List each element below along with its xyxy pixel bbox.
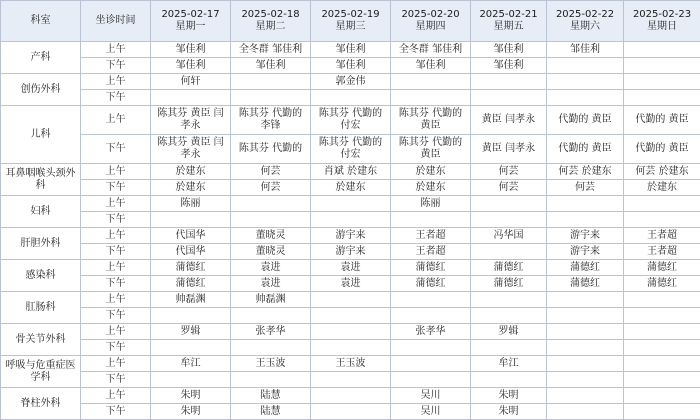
day-date: 2025-02-22 [547, 9, 623, 21]
day-date: 2025-02-23 [624, 9, 700, 21]
doctor-cell [547, 90, 624, 106]
doctor-cell: 何芸 [471, 180, 547, 196]
doctor-cell: 王者超 [624, 228, 700, 244]
doctor-cell [311, 90, 391, 106]
day-column-header [231, 1, 311, 42]
doctor-cell [151, 90, 231, 106]
day-column-header [471, 1, 547, 42]
doctor-cell [311, 404, 391, 420]
doctor-cell [624, 372, 700, 388]
session-period: 下午 [81, 276, 151, 292]
doctor-cell: 蒲德红 [151, 260, 231, 276]
doctor-cell [311, 388, 391, 404]
doctor-cell [311, 196, 391, 212]
doctor-cell [311, 212, 391, 228]
doctor-cell: 朱明 [471, 404, 547, 420]
day-weekday: 星期日 [624, 21, 700, 33]
doctor-cell [471, 212, 547, 228]
table-row [1, 324, 700, 340]
session-period: 上午 [81, 164, 151, 180]
doctor-cell [391, 340, 471, 356]
doctor-cell: 游宇来 [547, 244, 624, 260]
table-row [1, 276, 700, 292]
doctor-cell [471, 244, 547, 260]
doctor-cell: 游宇来 [547, 228, 624, 244]
session-period: 上午 [81, 74, 151, 90]
doctor-cell: 邹佳利 [311, 58, 391, 74]
doctor-cell [624, 74, 700, 90]
doctor-cell: 朱明 [151, 404, 231, 420]
doctor-cell [547, 308, 624, 324]
department-name: 呼吸与危重症医学科 [1, 356, 81, 388]
doctor-cell: 於建东 [151, 180, 231, 196]
day-weekday: 星期三 [311, 21, 390, 33]
department-name: 妇科 [1, 196, 81, 228]
doctor-cell [231, 212, 311, 228]
table-row [1, 180, 700, 196]
doctor-cell [547, 404, 624, 420]
doctor-cell: 王者超 [624, 244, 700, 260]
session-period: 下午 [81, 372, 151, 388]
doctor-cell [151, 212, 231, 228]
doctor-cell: 陈其芬 代勤的 [231, 135, 311, 164]
day-column-header [547, 1, 624, 42]
doctor-cell: 何芸 [231, 180, 311, 196]
doctor-cell: 代勤的 黄臣 [547, 135, 624, 164]
day-weekday: 星期六 [547, 21, 623, 33]
doctor-cell: 邹佳利 [547, 42, 624, 58]
department-name: 感染科 [1, 260, 81, 292]
day-weekday: 星期五 [471, 21, 546, 33]
day-weekday: 星期一 [151, 21, 230, 33]
table-row [1, 356, 700, 372]
doctor-cell [624, 324, 700, 340]
doctor-cell: 代国华 [151, 228, 231, 244]
doctor-cell [624, 388, 700, 404]
doctor-cell [547, 292, 624, 308]
doctor-cell [471, 308, 547, 324]
doctor-cell: 罗辑 [471, 324, 547, 340]
table-row [1, 404, 700, 420]
doctor-cell: 代勤的 黄臣 [624, 106, 700, 135]
doctor-cell [624, 292, 700, 308]
doctor-cell: 冯华国 [471, 228, 547, 244]
table-row [1, 135, 700, 164]
doctor-cell: 於建东 [624, 180, 700, 196]
doctor-cell [391, 212, 471, 228]
doctor-cell: 陆慧 [231, 404, 311, 420]
day-date: 2025-02-18 [231, 9, 310, 21]
table-row [1, 228, 700, 244]
doctor-cell [547, 356, 624, 372]
doctor-cell: 何芸 [547, 180, 624, 196]
doctor-cell: 陈其芬 黄臣 闫孝永 [151, 135, 231, 164]
doctor-cell: 牟江 [471, 356, 547, 372]
doctor-cell [231, 340, 311, 356]
day-date: 2025-02-17 [151, 9, 230, 21]
doctor-cell [547, 388, 624, 404]
session-period: 下午 [81, 340, 151, 356]
doctor-cell [471, 74, 547, 90]
department-name: 肝胆外科 [1, 228, 81, 260]
doctor-cell [311, 292, 391, 308]
doctor-cell [311, 340, 391, 356]
doctor-cell: 何轩 [151, 74, 231, 90]
doctor-cell: 蒲德红 [471, 276, 547, 292]
doctor-cell [391, 356, 471, 372]
department-name: 骨关节外科 [1, 324, 81, 356]
doctor-cell: 袁进 [311, 276, 391, 292]
doctor-cell: 陈其芬 代勤的 黄臣 [391, 106, 471, 135]
day-column-header [311, 1, 391, 42]
day-column-header [151, 1, 231, 42]
doctor-cell: 蒲德红 [547, 260, 624, 276]
department-name: 耳鼻咽喉头颈外科 [1, 164, 81, 196]
doctor-cell: 陈其芬 代勤的 付宏 [311, 106, 391, 135]
doctor-cell: 何芸 於建东 [547, 164, 624, 180]
doctor-cell [471, 292, 547, 308]
doctor-cell: 张孝华 [391, 324, 471, 340]
table-row [1, 388, 700, 404]
doctor-cell [547, 212, 624, 228]
doctor-cell [391, 292, 471, 308]
day-weekday: 星期二 [231, 21, 310, 33]
table-row [1, 340, 700, 356]
doctor-cell [231, 90, 311, 106]
doctor-cell [547, 340, 624, 356]
session-period: 下午 [81, 135, 151, 164]
session-period: 上午 [81, 388, 151, 404]
dept-column-header: 科室 [1, 1, 81, 42]
doctor-cell: 陈丽 [391, 196, 471, 212]
doctor-cell [624, 308, 700, 324]
doctor-cell [547, 74, 624, 90]
day-date: 2025-02-19 [311, 9, 390, 21]
doctor-cell: 蒲德红 [391, 276, 471, 292]
session-period: 下午 [81, 58, 151, 74]
table-row [1, 90, 700, 106]
table-row [1, 58, 700, 74]
doctor-cell: 朱明 [151, 388, 231, 404]
doctor-cell: 牟江 [151, 356, 231, 372]
doctor-cell: 肖斌 於建东 [311, 164, 391, 180]
doctor-cell: 於建东 [151, 164, 231, 180]
doctor-cell: 董晓灵 [231, 244, 311, 260]
header-row [1, 1, 700, 42]
session-period: 上午 [81, 324, 151, 340]
doctor-cell: 何芸 於建东 [624, 164, 700, 180]
doctor-cell: 邹佳利 [391, 58, 471, 74]
doctor-cell: 邹佳利 [311, 42, 391, 58]
table-row [1, 372, 700, 388]
doctor-cell: 何芸 [231, 164, 311, 180]
doctor-cell: 陈丽 [151, 196, 231, 212]
department-name: 儿科 [1, 106, 81, 164]
table-row [1, 260, 700, 276]
table-row [1, 74, 700, 90]
doctor-cell: 袁进 [231, 260, 311, 276]
doctor-cell: 蒲德红 [471, 260, 547, 276]
doctor-cell [624, 58, 700, 74]
doctor-cell: 全冬群 邹佳利 [391, 42, 471, 58]
table-row [1, 292, 700, 308]
doctor-cell: 游宇来 [311, 244, 391, 260]
department-name: 脊柱外科 [1, 388, 81, 420]
doctor-cell: 黄臣 闫孝永 [471, 106, 547, 135]
doctor-cell: 陈其芬 代勤的 黄臣 [391, 135, 471, 164]
doctor-cell: 袁进 [231, 276, 311, 292]
day-weekday: 星期四 [391, 21, 470, 33]
session-period: 下午 [81, 404, 151, 420]
session-period: 上午 [81, 356, 151, 372]
day-date: 2025-02-21 [471, 9, 546, 21]
doctor-cell: 帅磊渊 [151, 292, 231, 308]
doctor-cell [391, 90, 471, 106]
department-name: 创伤外科 [1, 74, 81, 106]
doctor-cell: 黄臣 闫孝永 [471, 135, 547, 164]
doctor-cell: 吴川 [391, 404, 471, 420]
doctor-cell [471, 90, 547, 106]
doctor-cell [231, 196, 311, 212]
doctor-cell: 於建东 [391, 164, 471, 180]
doctor-cell: 蒲德红 [624, 276, 700, 292]
session-period: 下午 [81, 212, 151, 228]
table-row [1, 212, 700, 228]
day-column-header [624, 1, 700, 42]
doctor-cell [231, 372, 311, 388]
doctor-cell [391, 74, 471, 90]
doctor-cell: 陈其芬 代勤的 付宏 [311, 135, 391, 164]
doctor-cell: 邹佳利 [471, 58, 547, 74]
doctor-cell [471, 196, 547, 212]
session-period: 上午 [81, 228, 151, 244]
doctor-cell [624, 90, 700, 106]
doctor-cell [311, 372, 391, 388]
day-column-header [391, 1, 471, 42]
doctor-cell: 於建东 [391, 180, 471, 196]
doctor-cell [231, 74, 311, 90]
doctor-cell: 陆慧 [231, 388, 311, 404]
session-period: 上午 [81, 196, 151, 212]
doctor-cell: 张孝华 [231, 324, 311, 340]
session-period: 上午 [81, 42, 151, 58]
doctor-cell: 王者超 [391, 244, 471, 260]
doctor-cell: 帅磊渊 [231, 292, 311, 308]
session-period: 下午 [81, 90, 151, 106]
session-period: 上午 [81, 106, 151, 135]
doctor-cell: 邹佳利 [471, 42, 547, 58]
doctor-cell [151, 308, 231, 324]
doctor-cell: 朱明 [471, 388, 547, 404]
doctor-cell: 何芸 [471, 164, 547, 180]
doctor-cell [471, 340, 547, 356]
table-body [1, 42, 700, 420]
doctor-cell [624, 404, 700, 420]
table-row [1, 196, 700, 212]
doctor-cell: 郭金伟 [311, 74, 391, 90]
doctor-cell [624, 42, 700, 58]
doctor-cell: 邹佳利 [151, 42, 231, 58]
table-header [1, 1, 700, 42]
doctor-cell [311, 308, 391, 324]
doctor-cell [624, 196, 700, 212]
doctor-cell: 邹佳利 [231, 58, 311, 74]
doctor-cell [547, 372, 624, 388]
department-name: 肛肠科 [1, 292, 81, 324]
table-row [1, 106, 700, 135]
doctor-cell [391, 372, 471, 388]
doctor-cell [151, 372, 231, 388]
doctor-cell: 袁进 [311, 260, 391, 276]
doctor-cell [151, 340, 231, 356]
table-row [1, 308, 700, 324]
doctor-cell: 陈其芬 代勤的 李锋 [231, 106, 311, 135]
doctor-cell [391, 308, 471, 324]
doctor-cell: 蒲德红 [624, 260, 700, 276]
doctor-cell: 王者超 [391, 228, 471, 244]
doctor-cell: 全冬群 邹佳利 [231, 42, 311, 58]
period-column-header: 坐诊时间 [81, 1, 151, 42]
doctor-cell: 邹佳利 [151, 58, 231, 74]
department-name: 产科 [1, 42, 81, 74]
doctor-cell [624, 356, 700, 372]
day-date: 2025-02-20 [391, 9, 470, 21]
doctor-cell: 代勤的 黄臣 [547, 106, 624, 135]
doctor-cell: 吴川 [391, 388, 471, 404]
table-row [1, 244, 700, 260]
doctor-cell: 游宇来 [311, 228, 391, 244]
session-period: 上午 [81, 292, 151, 308]
session-period: 下午 [81, 244, 151, 260]
doctor-cell: 陈其芬 黄臣 闫孝永 [151, 106, 231, 135]
doctor-cell: 王玉波 [311, 356, 391, 372]
doctor-cell [624, 212, 700, 228]
doctor-cell [624, 340, 700, 356]
doctor-cell: 蒲德红 [151, 276, 231, 292]
session-period: 下午 [81, 180, 151, 196]
doctor-cell: 蒲德红 [547, 276, 624, 292]
table-row [1, 42, 700, 58]
doctor-cell [231, 308, 311, 324]
doctor-cell: 王玉波 [231, 356, 311, 372]
doctor-cell: 於建东 [311, 180, 391, 196]
session-period: 上午 [81, 260, 151, 276]
doctor-cell [311, 324, 391, 340]
doctor-cell [547, 58, 624, 74]
doctor-cell: 代国华 [151, 244, 231, 260]
doctor-cell: 蒲德红 [391, 260, 471, 276]
doctor-cell: 董晓灵 [231, 228, 311, 244]
doctor-cell [471, 372, 547, 388]
doctor-cell: 代勤的 黄臣 [624, 135, 700, 164]
doctor-cell [547, 324, 624, 340]
session-period: 下午 [81, 308, 151, 324]
doctor-cell [547, 196, 624, 212]
doctor-cell: 罗辑 [151, 324, 231, 340]
table-row [1, 164, 700, 180]
